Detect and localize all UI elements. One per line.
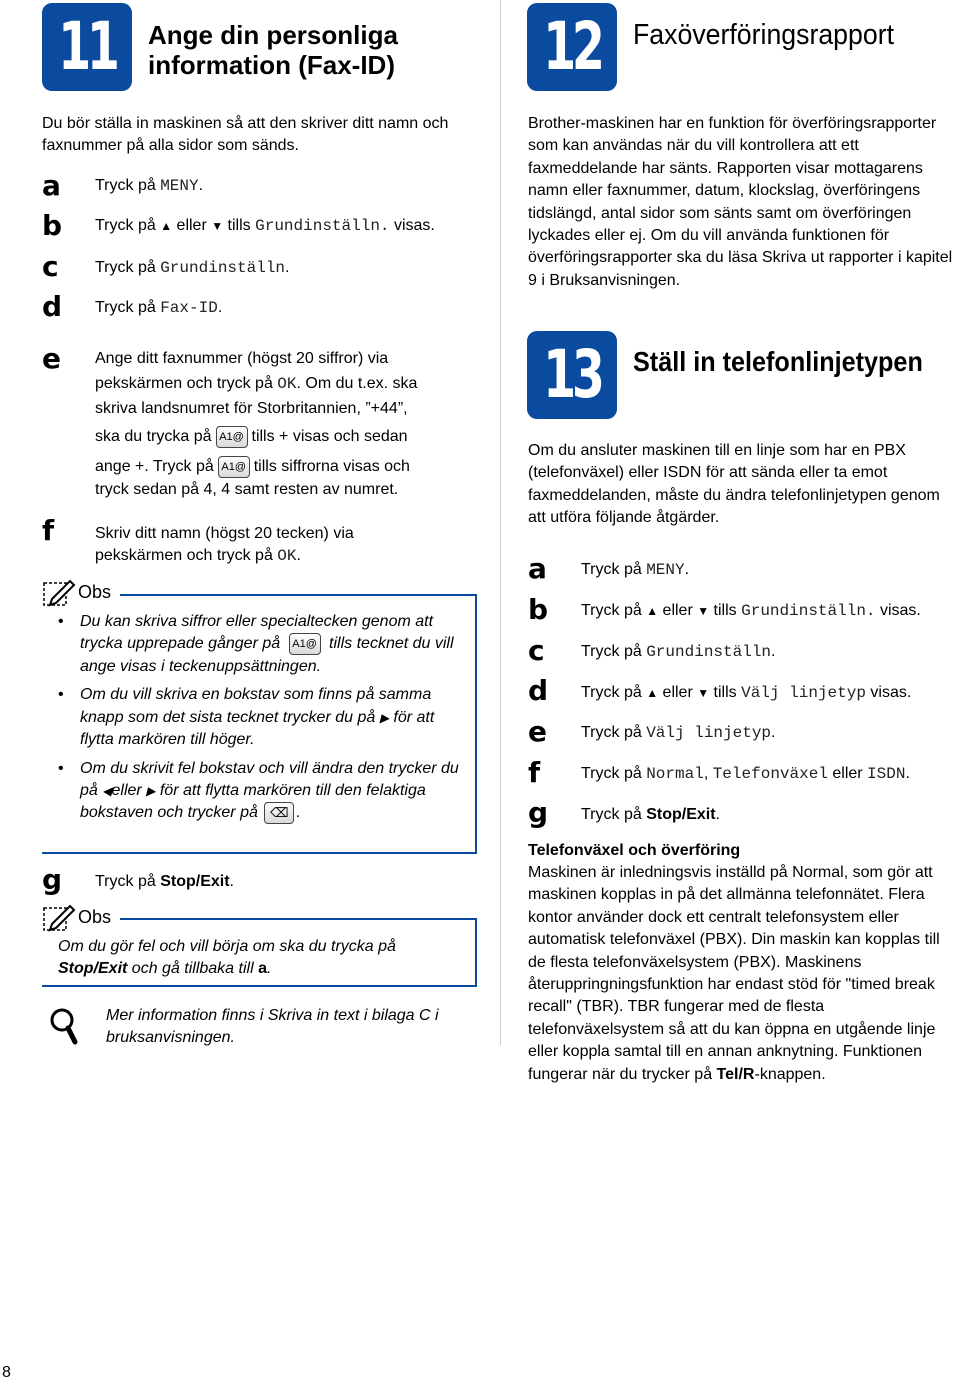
note-bullets-1 [58, 611, 468, 831]
note-bullet-3: • Om du skrivit fel bokstav och vill ändra den trycker du på ◀eller ▶ för att flytta markören till den felaktiga bokstaven och trycker på ⌫ . [58, 758, 468, 825]
step-letter-g: g [42, 863, 63, 896]
lcd-text: Grundinställn [160, 259, 286, 277]
note-label: Obs [78, 906, 112, 927]
section-13-intro: Om du ansluter maskinen till en linje som har en PBX (telefonväxel) eller ISDN för att sända eller ta emot faxmeddelanden, måste du ändra telefonlinjetypen genom att utföra följande åtgärder. [528, 442, 940, 527]
lcd-text: OK [277, 547, 297, 565]
down-arrow-icon: ▼ [697, 604, 710, 618]
step-d: Tryck på ▲ eller ▼ tills Välj linjetyp visas. [581, 684, 912, 702]
step-f: Skriv ditt namn (högst 20 tecken) via pekskärmen och tryck på OK. [95, 525, 354, 565]
note-side-line [475, 918, 477, 985]
note-pencil-icon [42, 577, 76, 607]
step-b: Tryck på ▲ eller ▼ tills Grundinställn. visas. [95, 217, 435, 235]
note-bottom-line [42, 852, 477, 854]
step-letter-e: e [528, 715, 547, 748]
note-bottom-line [42, 985, 477, 987]
a1-key-icon: A1@ [216, 426, 248, 448]
pbx-heading: Telefonväxel och överföring [528, 842, 741, 859]
lcd-text: Normal [646, 765, 704, 783]
lcd-text: Grundinställn. [741, 602, 876, 620]
step-letter-b: b [528, 593, 549, 626]
a1-key-icon: A1@ [289, 633, 321, 655]
page-number: 8 [2, 1364, 11, 1381]
right-arrow-icon: ▶ [146, 784, 156, 799]
step-letter-f: f [528, 756, 541, 789]
magnifier-icon [48, 1006, 78, 1046]
step-b: Tryck på ▲ eller ▼ tills Grundinställn. visas. [581, 602, 921, 620]
section-12-title: Faxöverföringsrapport [633, 19, 894, 51]
step-a: Tryck på MENY. [581, 561, 690, 579]
step-letter-a: a [42, 169, 61, 202]
lcd-text: OK [277, 375, 297, 393]
lcd-text: Välj linjetyp [741, 684, 866, 702]
note-label: Obs [78, 581, 112, 602]
section-11-number: 11 [58, 8, 116, 85]
step-letter-e: e [42, 342, 61, 375]
up-arrow-icon: ▲ [160, 219, 173, 233]
lcd-text: MENY [646, 561, 685, 579]
note-text-2: Om du gör fel och vill börja om ska du trycka på Stop/Exit och gå tillbaka till a. [58, 938, 396, 978]
step-e: Tryck på Välj linjetyp. [581, 724, 776, 742]
step-g: Tryck på Stop/Exit. [95, 873, 234, 890]
section-12-body: Brother-maskinen har en funktion för överföringsrapporter som kan användas när du vill kontrollera att ett faxmeddelande har sänts. Rapporten visar mottagarens namn eller faxnummer, datum, klockslag, överföringens tidslängd, antal sidor som sänts samt om överföringen lyckades eller ej. Om du vill använda funktionen för överföringsrapporter ska du läsa Skriva ut rapporter i kapitel 9 i Bruksanvisningen. [528, 115, 953, 289]
up-arrow-icon: ▲ [646, 686, 659, 700]
note-top-line [120, 594, 475, 596]
step-d: Tryck på Fax-ID. [95, 299, 223, 317]
note-header-2 [42, 902, 111, 932]
section-13-title: Ställ in telefonlinjetypen [633, 346, 923, 377]
step-g: Tryck på Stop/Exit. [581, 806, 720, 823]
down-arrow-icon: ▼ [211, 219, 224, 233]
section-12-number: 12 [543, 8, 601, 85]
section-13-badge [527, 331, 617, 419]
step-letter-d: d [528, 674, 549, 707]
lcd-text: Grundinställn. [255, 217, 390, 235]
step-letter-c: c [528, 634, 545, 667]
step-letter-b: b [42, 209, 63, 242]
a1-key-icon: A1@ [218, 456, 250, 478]
left-arrow-icon: ◀ [102, 784, 112, 799]
step-letter-c: c [42, 250, 59, 283]
step-letter-g: g [528, 796, 549, 829]
step-f: Tryck på Normal, Telefonväxel eller ISDN. [581, 765, 910, 783]
backspace-key-icon: ⌫ [264, 802, 294, 824]
note-side-line [475, 594, 477, 852]
more-info-text: Mer information finns i Skriva in text i bilaga C i bruksanvisningen. [106, 1007, 439, 1047]
note-pencil-icon [42, 902, 76, 932]
title-line-1: Ange din personliga [148, 20, 398, 50]
lcd-text: Fax-ID [160, 299, 218, 317]
step-c: Tryck på Grundinställn. [581, 643, 776, 661]
note-bullet-2: • Om du vill skriva en bokstav som finns på samma knapp som det sista tecknet trycker du på ▶ för att flytta markören till höger. [58, 684, 468, 751]
column-divider [500, 0, 501, 1045]
section-11-badge [42, 3, 132, 91]
note-top-line [120, 918, 475, 920]
step-a: Tryck på MENY. [95, 177, 204, 195]
lcd-text: Telefonväxel [712, 765, 828, 783]
section-11-intro: Du bör ställa in maskinen så att den skriver ditt namn och faxnummer på alla sidor som sänds. [42, 115, 449, 155]
pbx-body: Maskinen är inledningsvis inställd på Normal, som gör att maskinen kopplas in på det allmänna telefonnätet. Flera kontor använder dock ett centralt telefonsystem eller automatisk telefonväxel (PBX). Din maskin kan kopplas till de flesta telefonväxelsystem (PBX). Maskinens återuppringningsfunktion har endast stöd för "timed break recall" (TBR). TBR fungerar med de flesta telefonväxelsystem så att du kan öppna en utgående linje eller koppla samtal till en annan anknytning. Funktionen fungerar när du trycker på Tel/R-knappen. [528, 864, 940, 1083]
up-arrow-icon: ▲ [646, 604, 659, 618]
right-arrow-icon: ▶ [379, 710, 389, 725]
lcd-text: Grundinställn [646, 643, 772, 661]
lcd-text: ISDN [867, 765, 906, 783]
step-letter-a: a [528, 552, 547, 585]
step-c: Tryck på Grundinställn. [95, 259, 290, 277]
title-line-2: information (Fax-ID) [148, 50, 395, 80]
down-arrow-icon: ▼ [697, 686, 710, 700]
step-e: Ange ditt faxnummer (högst 20 siffror) via pekskärmen och tryck på OK. Om du t.ex. ska skriva landsnumret för Storbritannien, ”+44”, ska du trycka på A1@ tills + visas och sedan ange +. Tryck på A1@ tills siffrorna visas och tryck sedan på 4, 4 samt resten av numret. [95, 350, 418, 498]
lcd-text: Välj linjetyp [646, 724, 772, 742]
section-13-number: 13 [543, 336, 601, 413]
step-letter-d: d [42, 290, 63, 323]
section-12-badge [527, 3, 617, 91]
note-header-1 [42, 577, 111, 607]
note-bullet-1: • Du kan skriva siffror eller specialtecken genom att trycka upprepade gånger på A1@ tills tecknet du vill ange visas i teckenuppsättningen. [58, 611, 468, 678]
lcd-text: MENY [160, 177, 199, 195]
section-11-title [148, 20, 488, 80]
step-letter-f: f [42, 514, 55, 547]
